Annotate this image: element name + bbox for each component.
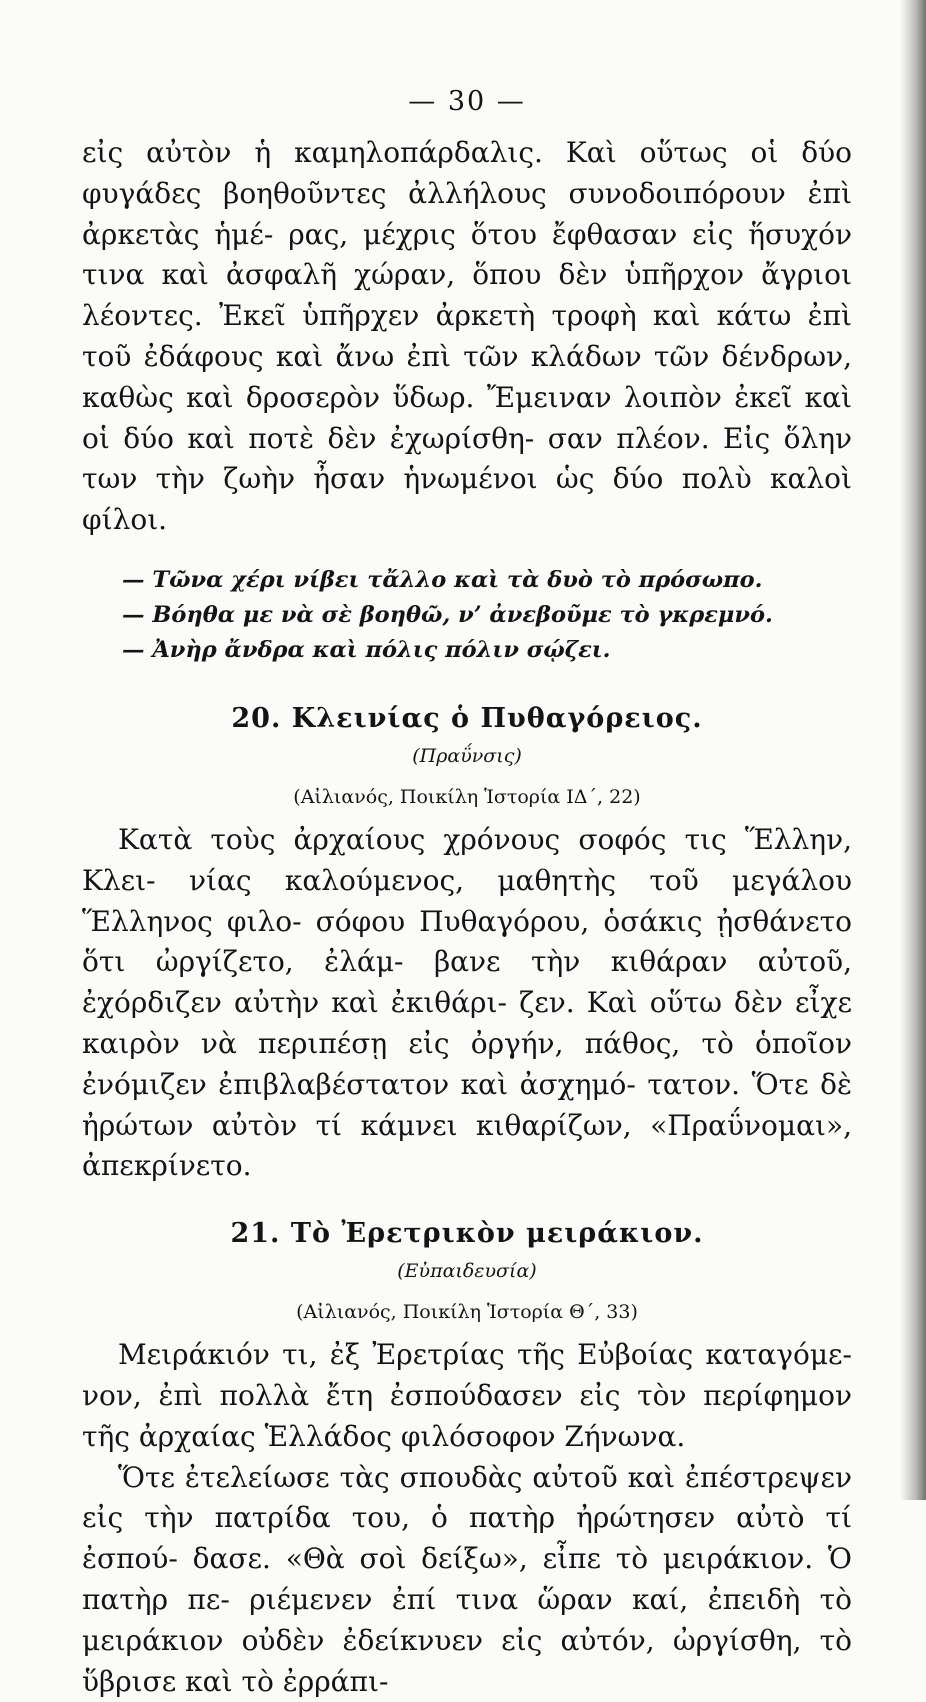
text-line: ζεν. Καὶ οὕτω δὲν εἶχε καιρὸν νὰ περιπέσῃ εἰς ὀργήν, [82,986,853,1060]
text-line: πάθος, τὸ ὁποῖον ἐνόμιζεν ἐπιβλαβέστατον καὶ ἀσχημό- [82,1026,852,1101]
section-21-source: (Αἰλιανός, Ποικίλη Ἱστορία Θ΄, 33) [296,1301,638,1324]
proverbs-list [122,563,852,668]
text-line: δύο πολὺ καλοὶ φίλοι. [82,462,852,537]
book-page [82,86,852,1702]
text-line: τῶν κλάδων τῶν δένδρων, καθὼς καὶ δροσερὸν ὕδωρ. [82,339,852,414]
section-20-paragraph [82,820,852,1187]
section-20-title: 20. Κλεινίας ὁ Πυθαγόρειος. [231,702,703,734]
text-line: βοηθοῦντες ἀλλήλους συνοδοιπόρουν ἐπὶ ἀρκετὰς ἡμέ- [82,176,852,251]
section-20-subtitle: (Πραΰνσις) [412,744,522,767]
text-line: νίας καλούμενος, μαθητὴς τοῦ μεγάλου Ἕλληνος φιλο- [82,863,853,938]
page-number: — 30 — [408,86,526,117]
text-line: «Πραΰνομαι», ἀπεκρίνετο. [82,1108,852,1183]
intro-paragraph [82,133,852,541]
text-line: δασε. «Θὰ σοὶ δείξω», εἶπε τὸ μειράκιον. Ὁ πατὴρ πε- [82,1542,852,1616]
text-line: νον, ἐπὶ πολλὰ ἔτη ἐσπούδασεν εἰς τὸν περίφημον τῆς [82,1378,852,1453]
section-20-source: (Αἰλιανός, Ποικίλη Ἱστορία ΙΔ΄, 22) [293,785,641,808]
text-line: εἰς τὴν πατρίδα του, ὁ πατὴρ ἠρώτησεν αὐτὸ τί ἐσπού- [82,1501,852,1576]
text-line: ἀρκετὴ τροφὴ καὶ κάτω ἐπὶ τοῦ ἐδάφους καὶ ἄνω ἐπὶ [82,299,852,373]
proverb: — Ἀνὴρ ἄνδρα καὶ πόλις πόλιν σῴζει. [122,636,611,663]
text-line: εἰς αὐτὸν ἡ καμηλοπάρδαλις. Καὶ οὕτως οἱ δύο φυγάδες [82,136,852,210]
section-21-paragraph-1 [82,1335,852,1457]
text-line: Κατὰ τοὺς ἀρχαίους χρόνους σοφός τις Ἕλλην, Κλει- [82,822,852,897]
text-line: ἀρχαίας Ἑλλάδος φιλόσοφον Ζήνωνα. [138,1419,686,1453]
text-line: ρας, μέχρις ὅτου ἔφθασαν εἰς ἥσυχόν τινα καὶ ἀσφαλῆ [82,217,853,292]
text-line: Ἔμειναν λοιπὸν ἐκεῖ καὶ οἱ δύο καὶ ποτὲ δὲν ἐχωρίσθη- [82,380,853,455]
page-edge-shadow [900,0,926,1500]
proverb: — Βόηθα με νὰ σὲ βοηθῶ, ν’ ἀνεβοῦμε τὸ γκρεμνό. [122,601,773,628]
section-21-title: 21. Τὸ Ἐρετρικὸν μειράκιον. [230,1218,704,1250]
text-line: ἐδείκνυεν εἰς αὐτόν, ὠργίσθη, τὸ ὕβρισε καὶ τὸ ἐρράπι- [82,1623,852,1698]
text-line: χώραν, ὅπου δὲν ὑπῆρχον ἄγριοι λέοντες. Ἐκεῖ ὑπῆρχεν [82,258,852,333]
section-21-subtitle: (Εὐπαιδευσία) [397,1260,537,1283]
text-line: ριέμενεν ἐπί τινα ὥραν καί, ἐπειδὴ τὸ μειράκιον οὐδὲν [82,1582,853,1657]
text-line: τατον. Ὅτε δὲ ἠρώτων αὐτὸν τί κάμνει κιθαρίζων, [82,1067,852,1142]
section-21-paragraph-2 [82,1458,852,1702]
text-line: Μειράκιόν τι, ἐξ Ἐρετρίας τῆς Εὐβοίας καταγόμε- [118,1338,852,1372]
text-line: βανε τὴν κιθάραν αὐτοῦ, ἐχόρδιζεν αὐτὴν καὶ ἐκιθάρι- [82,945,852,1020]
text-line: σόφου Πυθαγόρου, ὁσάκις ᾐσθάνετο ὅτι ὠργίζετο, ἐλάμ- [82,904,852,979]
text-line: σαν πλέον. Εἰς ὅλην των τὴν ζωὴν ἦσαν ἡνωμένοι ὡς [82,421,852,496]
proverb: — Τῶνα χέρι νίβει τἄλλο καὶ τὰ δυὸ τὸ πρόσωπο. [122,566,763,593]
text-line: Ὅτε ἐτελείωσε τὰς σπουδὰς αὐτοῦ καὶ ἐπέστρεψεν [118,1460,852,1494]
